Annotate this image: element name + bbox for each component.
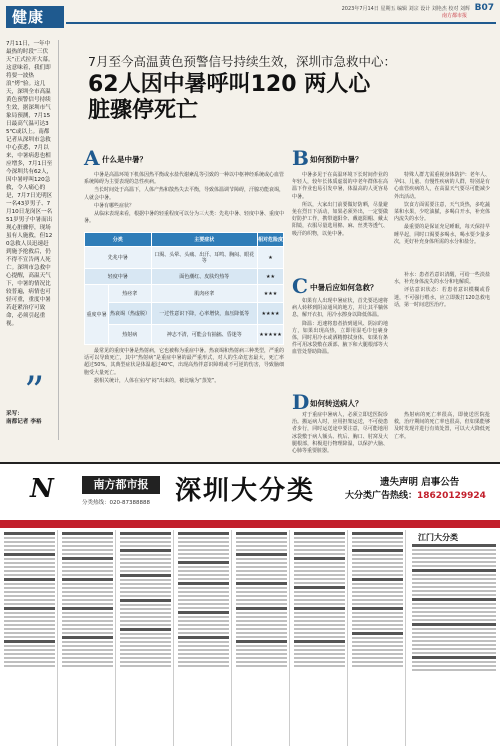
table-header-symptom: 主要症状	[151, 233, 257, 247]
section-b-body-right: 特殊人群尤需重视身体防护：老年人、孕妇、儿童、有慢性疾病的人群，特别是有心血管疾病的人，在高温天气要尽可能减少外出活动。 饮食方面需要注意，天气炎热，多吃蔬菜和水果，少吃油腻，多喝白开水，补充体内流失的水分。 最重要的是保证充足睡眠，每天保持早睡早起，同时口渴要多喝水，喝水要少量多次，更好补充身体所需的水分和盐分。	[394, 172, 490, 245]
table-row: 热衰竭（热虚脱） 一过性意识下降，心率增快，血压降低等 ★★★★	[85, 303, 284, 325]
section-b-title: 如何预防中暑？	[310, 155, 363, 164]
section-d-body-right: 热射病的死亡率很高，即使送医院抢救，治疗期间的死亡率也很高，但如果能够及时发现并进行有效处置，可以大大降低死亡率。	[394, 412, 490, 440]
section-c-body-left: 如果有人出现中暑症状，首先要迅速将病人转移到阴凉通风的地方，并让其平躺休息，解开衣扣，用冷水擦身以降低体温。 降温：迅速将患者抬到通风、阴凉的地方，如果出现高热，立即用湿毛巾包裹身体，同时用冷水或酒精擦拭身体，如果有条件可用冰袋敷在颈部、腋下和大腿根部等大血管处帮助降温。	[292, 298, 388, 356]
section-d-body-left: 对于重症中暑病人，必须立即送医院诊治。搬运病人时，应用担架运送，不可使患者步行，同时运送途中要注意，尽可能地用冰袋敷于病人额头、枕后、胸口、肘窝及大腿根部，积极进行物理降温，以保护大脑、心肺等重要脏器。	[292, 412, 388, 455]
masthead-rule	[66, 22, 496, 24]
ad-phone: 分类热线：020-87388888	[82, 500, 150, 506]
ad-hotline: 大分类广告热线：18620129924	[345, 491, 486, 501]
classified-ad-header	[0, 462, 500, 520]
column-divider	[58, 40, 59, 440]
ad-brand: 南方都市报	[82, 476, 160, 494]
section-tab: 健康	[6, 6, 64, 28]
byline	[6, 410, 54, 426]
ad-strip	[0, 520, 500, 528]
section-d-letter: D	[292, 390, 310, 414]
listing-column	[176, 530, 232, 746]
heatstroke-table	[84, 232, 284, 345]
listing-column	[350, 530, 406, 746]
section-b-letter: B	[292, 146, 309, 170]
ad-title: 深圳大分类	[175, 476, 316, 506]
intro-text: 7月11日，一年中最热的时段“三伏天”正式拉开大幕。这意味着，我们即将要一波热浪“烤”验。这几天，深圳全市高温黄色预警信号持续生效，据深圳市气象局预测，7月15日最高气温可达35℃或以上。南都记者从深圳市急救中心获悉，7月以来，中暑病患也相应增多，7月1日至今深圳共有62人，因中暑呼叫120急救，令人痛心的是，7月7日光明区一名43岁男子、7月10日龙岗区一名51岁男子中暑而出现心脏骤停，现场虽有人施救，但120急救人员迅速赶到施予抢救后，仍不得不宣告两人死亡。深圳市急救中心提醒，高温天气下，中暑的情况比较普遍，病情也可轻可重，重度中暑若赶紧治疗可致命，必须引起重视。	[6, 41, 54, 327]
section-a-title: 什么是中暑？	[102, 155, 147, 164]
section-c-letter: C	[292, 274, 308, 298]
table-row: 重度中暑 热痉挛 肌肉痉挛 ★★★	[85, 285, 284, 303]
masthead	[0, 0, 500, 30]
section-a-letter: A	[84, 146, 100, 170]
page-number: B07	[474, 3, 494, 13]
headline-kicker: 7月至今高温黄色预警信号持续生效，深圳市急救中心：	[88, 54, 396, 69]
listing-column	[292, 530, 348, 746]
classified-listings	[0, 528, 500, 750]
table-row: 热射病 神志不清，可能会有抽搐、昏迷等 ★★★★★	[85, 325, 284, 345]
byline-name: 南都记者 李裕	[6, 419, 42, 425]
byline-label: 采写：	[6, 411, 23, 417]
section-a-body-2: 最常见的重度中暑是热射病，它也被称为重症中暑。热衰竭和热射病三种类型，严重的话可以导致死亡，其中“热射病”是重症中暑的最严重形式，对人的生命危害最大，死亡率超过50%，其典型症状是体温超过40℃，出现高热伴意识障碍或不可逆的伤害，导致脑细胞受大量死亡。 据相关统计，人体在室内“闷”出来的，被比喻为“蒸笼”。	[84, 348, 285, 384]
section-b-body-left: 中暑多见于在高温环境下长时间作业的年轻人，较年长体质虚弱的中老年群体在高温下作业也易引发中暑，体温高的人更容易中暑。 所以，大家出门前要做好防晒，尽量避免在烈日下活动，如果必须外出，一定要做好防护工作，携带遮阳伞、戴遮阳帽、戴太阳镜，衣服尽量选用棉、麻、丝类等透气、吸汗的织物，以免中暑。	[292, 172, 388, 237]
section-c-title: 中暑后应如何急救？	[310, 283, 378, 292]
table-header-category: 分类	[85, 233, 152, 247]
masthead-brand: 南方都市报	[441, 13, 467, 19]
listing-column	[234, 530, 290, 746]
table-row: 轻度中暑 面色潮红、皮肤灼热等 ★★	[85, 269, 284, 285]
table-header-risk: 相对危险度	[257, 233, 283, 247]
quote-mark-icon: ”	[24, 369, 45, 415]
listing-column	[118, 530, 174, 746]
jiangmen-title: 江门大分类	[418, 533, 458, 542]
table-row: 先兆中暑 口渴、头晕、头痛、出汗、耳鸣、胸闷、眼花等 ★	[85, 247, 284, 269]
headline-title: 62人因中暑呼叫120 两人心脏骤停死亡	[88, 72, 371, 123]
listing-column-jiangmen	[410, 530, 498, 746]
ad-notice: 遗失声明 启事公告	[380, 477, 460, 488]
section-a-body: 中暑是高温环境下机体因热平衡或水盐代谢紊乱等引致的一种以中枢神经系统或心血管系统障碍为主要表现的急性疾病。 当长时间处于高温下，人体产热和散热失去平衡，导致体温调节障碍，汗腺功能衰竭，人就会中暑。 中暑有哪些症状？ 从临床表现来看，根据中暑的轻重程度可以分为三大类：先兆中暑、轻度中暑、重度中暑。	[84, 172, 285, 225]
nd-logo-icon: N	[30, 474, 54, 504]
listing-column	[2, 530, 58, 746]
section-d-title: 如何转送病人？	[310, 399, 363, 408]
section-c-body-right: 补水：患者若意识清醒，可给一些淡盐水，补充身体流失的水分和电解质。 评估意识状态：若患者意识模糊或昏迷，不可强行喂水，应立即拨打120急救电话，第一时间送医治疗。	[394, 272, 490, 308]
masthead-meta: 2023年7月14日 星期五 编辑 刘宗 设计 刘艳杰 校对 刘辉	[341, 6, 470, 12]
listing-column	[60, 530, 116, 746]
